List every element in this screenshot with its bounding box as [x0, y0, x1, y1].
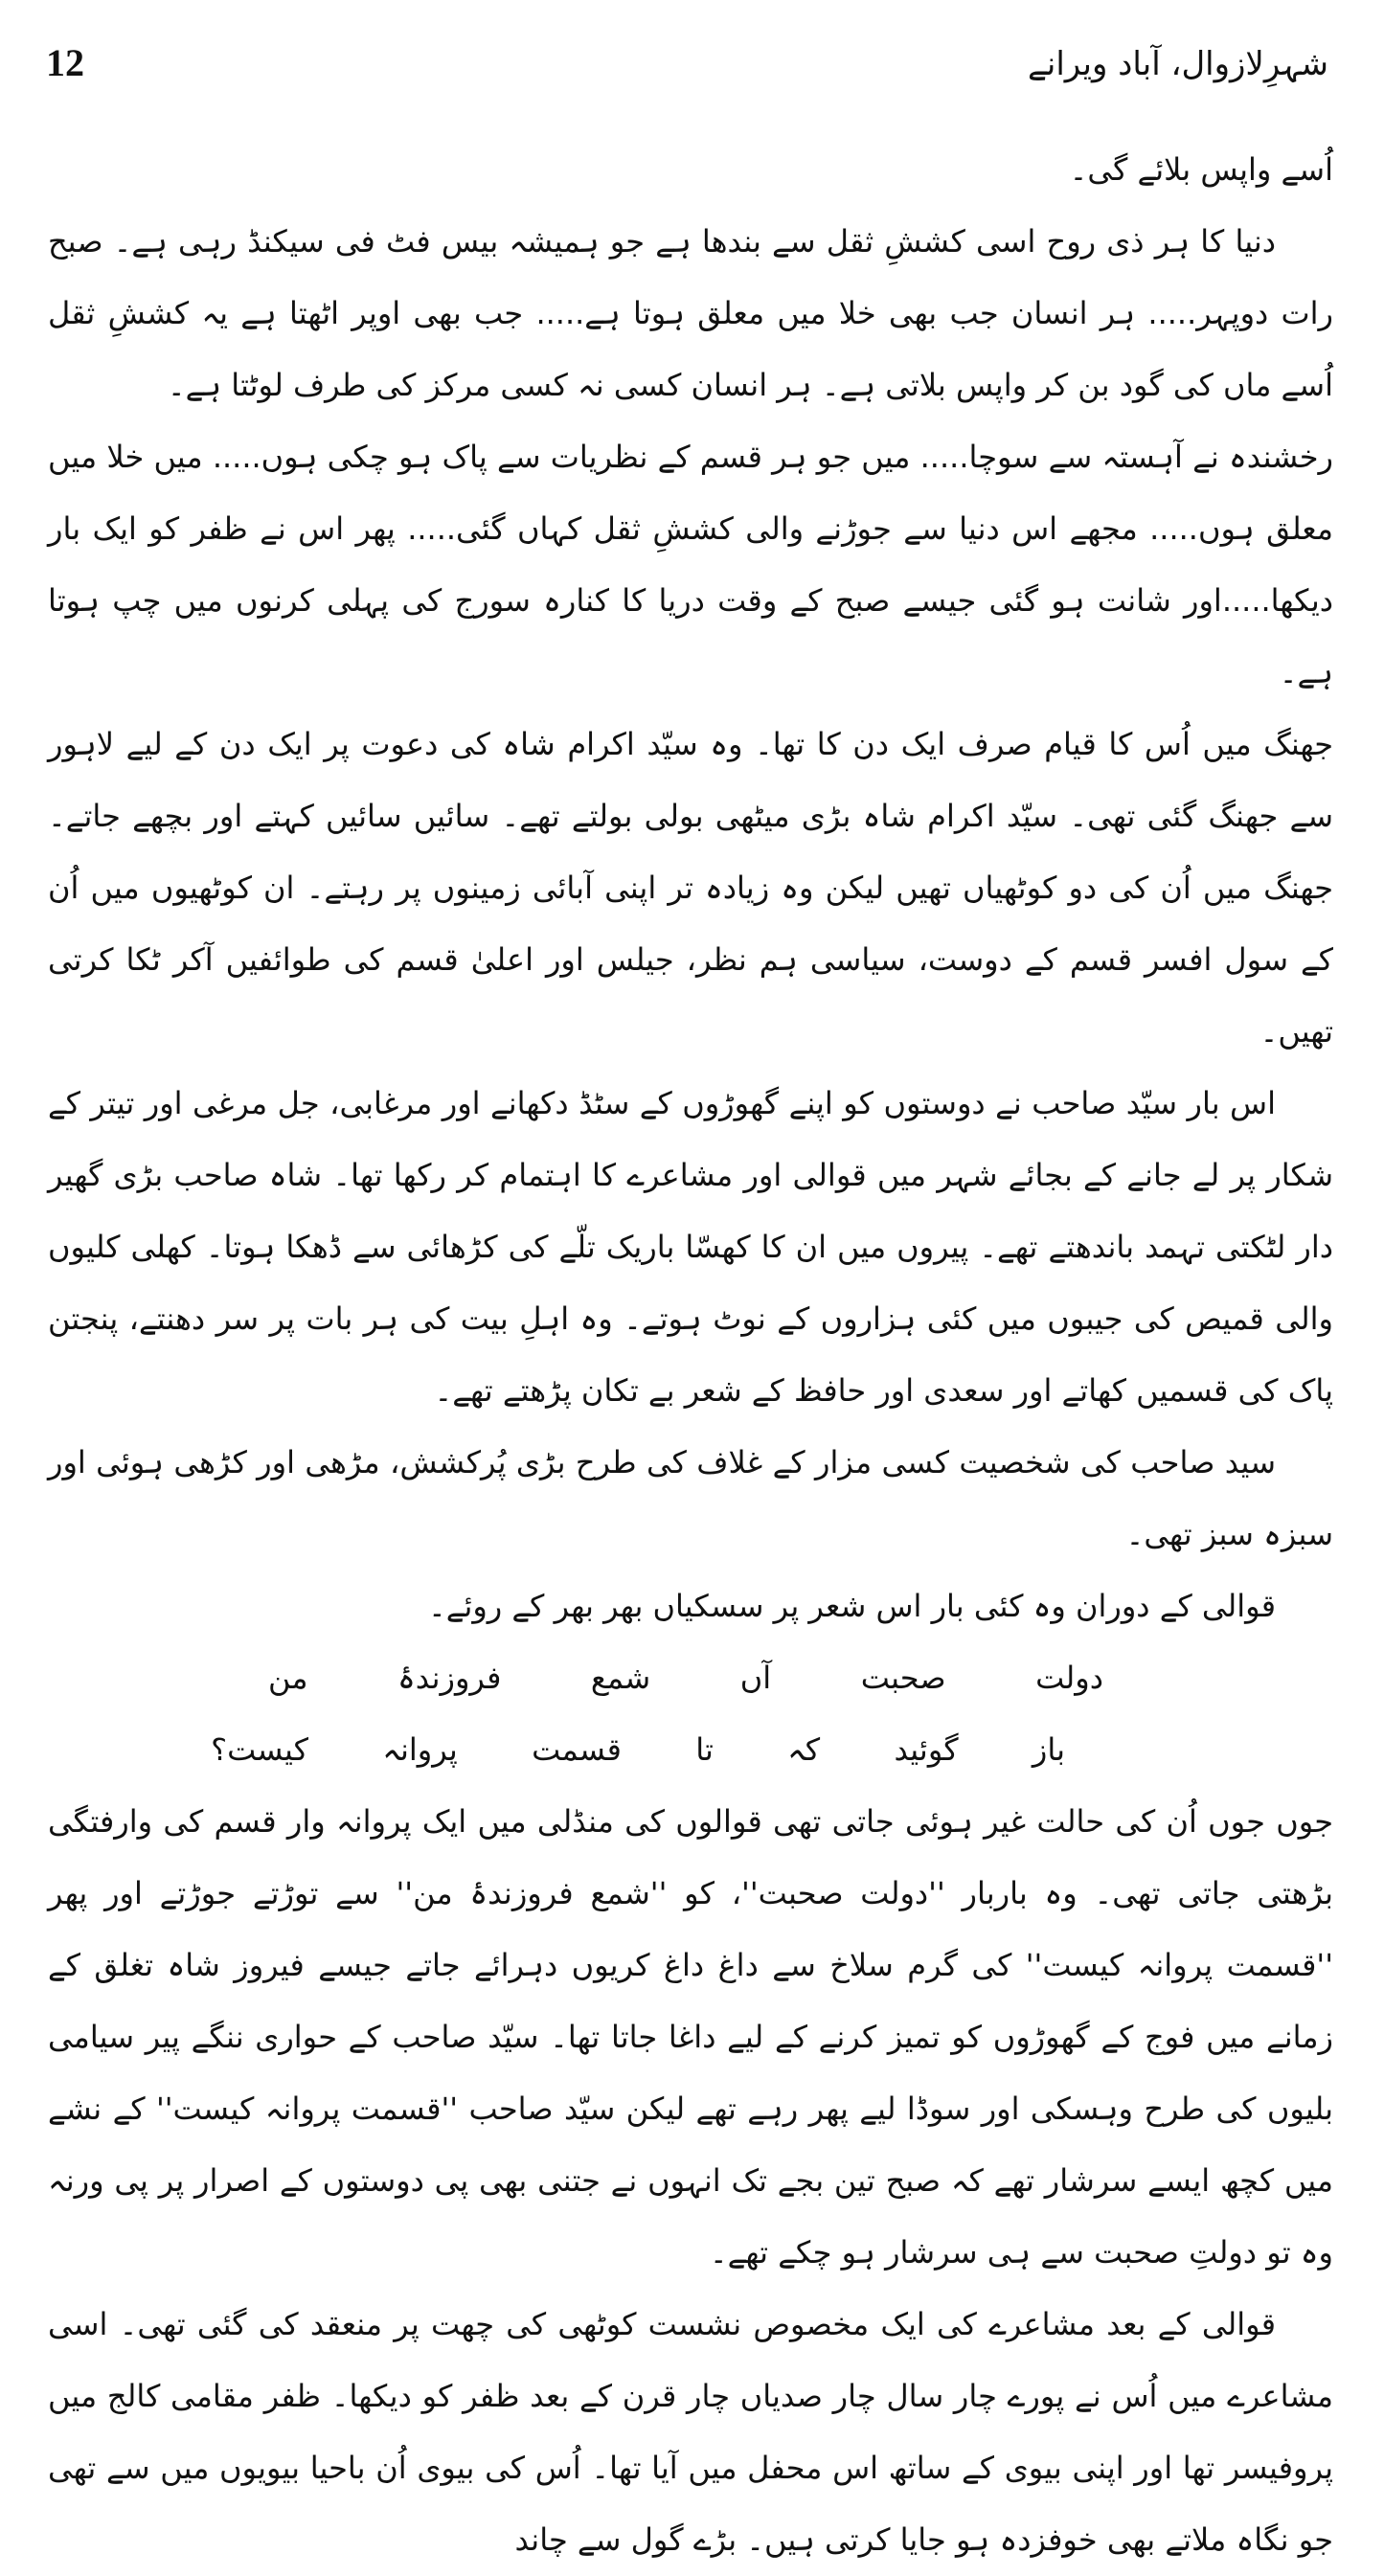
paragraph-6: سید صاحب کی شخصیت کسی مزار کے غلاف کی طرح بڑی پُرکشش، مڑھی اور کڑھی ہوئی اور سبزہ سبز تھی۔ — [48, 1444, 1333, 1552]
verse-word: شمع — [590, 1660, 651, 1696]
verse-word: آں — [739, 1660, 772, 1696]
verse-word: صحبت — [860, 1660, 946, 1696]
verse-word: کیست؟ — [211, 1731, 308, 1768]
paragraph-1: اُسے واپس بلائے گی۔ — [1069, 151, 1333, 188]
running-title: شہرِلازوال، آباد ویرانے — [1027, 45, 1328, 83]
verse-word: من — [268, 1660, 308, 1696]
verse-word: تا — [695, 1731, 714, 1768]
verse-word: باز — [1032, 1731, 1065, 1768]
verse-line-2 — [211, 1714, 1065, 1786]
page-number: 12 — [46, 41, 84, 84]
verse-word: فروزندۂ — [397, 1660, 502, 1696]
paragraph-4: جھنگ میں اُس کا قیام صرف ایک دن کا تھا۔ وہ سیّد اکرام شاہ کی دعوت پر ایک دن کے لیے لاہور سے جھنگ گئی تھی۔ سیّد اکرام شاہ بڑی میٹھی بولی بولتے تھے۔ سائیں سائیں کہتے اور بچھے جاتے۔ جھنگ میں اُن کی دو کوٹھیاں تھیں لیکن وہ زیادہ تر اپنی آبائی زمینوں پر رہتے۔ ان کوٹھیوں میں اُن کے سول افسر قسم کے دوست، سیاسی ہم نظر، جیلس اور اعلیٰ قسم کی طوائفیں آکر ٹکا کرتی تھیں۔ — [48, 726, 1333, 1050]
verse-word: دولت — [1035, 1660, 1103, 1696]
paragraph-3: رخشندہ نے آہستہ سے سوچا..... میں جو ہر قسم کے نظریات سے پاک ہو چکی ہوں..... میں خلا میں معلق ہوں..... مجھے اس دنیا سے جوڑنے والی کششِ ثقل کہاں گئی..... پھر اس نے ظفر کو ایک بار دیکھا.....اور شانت ہو گئی جیسے صبح کے وقت دریا کا کنارہ سورج کی پہلی کرنوں میں چپ ہوتا ہے۔ — [48, 439, 1334, 690]
paragraph-8: جوں جوں اُن کی حالت غیر ہوئی جاتی تھی قوالوں کی منڈلی میں ایک پروانہ وار قسم کی وارفتگی بڑھتی جاتی تھی۔ وہ باربار ''دولت صحبت''، کو ''شمع فروزندۂ من'' سے توڑتے جوڑتے اور پھر ''قسمت پروانہ کیست'' کی گرم سلاخ سے داغ داغ کریوں دہرائے جاتے جیسے فیروز شاہ تغلق کے زمانے میں فوج کے گھوڑوں کو تمیز کرنے کے لیے داغا جاتا تھا۔ سیّد صاحب کے حواری ننگے پیر سیامی بلیوں کی طرح وہسکی اور سوڈا لیے پھر رہے تھے لیکن سیّد صاحب ''قسمت پروانہ کیست'' کے نشے میں کچھ ایسے سرشار تھے کہ صبح تین بجے تک انہوں نے جتنی بھی پی دوستوں کے اصرار پر پی ورنہ وہ تو دولتِ صحبت سے ہی سرشار ہو چکے تھے۔ — [48, 1803, 1333, 2271]
verse-line-1 — [268, 1642, 1103, 1714]
paragraph-9: قوالی کے بعد مشاعرے کی ایک مخصوص نشست کوٹھی کی چھت پر منعقد کی گئی تھی۔ اسی مشاعرے میں اُس نے پورے چار سال چار صدیاں چار قرن کے بعد ظفر کو دیکھا۔ ظفر مقامی کالج میں پروفیسر تھا اور اپنی بیوی کے ساتھ اس محفل میں آیا تھا۔ اُس کی بیوی اُن باحیا بیویوں میں سے تھی جو نگاہ ملاتے بھی خوفزدہ ہو جایا کرتی ہیں۔ بڑے گول سے چاند — [48, 2306, 1333, 2558]
paragraph-2: دنیا کا ہر ذی روح اسی کششِ ثقل سے بندھا ہے جو ہمیشہ بیس فٹ فی سیکنڈ رہی ہے۔ صبح رات دوپہر..... ہر انسان جب بھی خلا میں معلق ہوتا ہے..... جب بھی اوپر اٹھتا ہے یہ کششِ ثقل اُسے ماں کی گود بن کر واپس بلاتی ہے۔ ہر انسان کسی نہ کسی مرکز کی طرف لوٹتا ہے۔ — [48, 223, 1333, 403]
paragraph-7: قوالی کے دوران وہ کئی بار اس شعر پر سسکیاں بھر بھر کے روئے۔ — [427, 1588, 1276, 1624]
verse-word: کہ — [787, 1731, 821, 1768]
verse-word: پروانہ — [382, 1731, 458, 1768]
page-body — [48, 134, 1333, 2576]
paragraph-5: اس بار سیّد صاحب نے دوستوں کو اپنے گھوڑوں کے سٹڈ دکھانے اور مرغابی، جل مرغی اور تیتر کے شکار پر لے جانے کے بجائے شہر میں قوالی اور مشاعرے کا اہتمام کر رکھا تھا۔ شاہ صاحب بڑی گھیر دار لٹکتی تہمد باندھتے تھے۔ پیروں میں ان کا کھسّا باریک تلّے کی کڑھائی سے ڈھکا ہوتا۔ کھلی کلیوں والی قمیص کی جیبوں میں کئی ہزاروں کے نوٹ ہوتے۔ وہ اہلِ بیت کی ہر بات پر سر دھنتے، پنجتن پاک کی قسمیں کھاتے اور سعدی اور حافظ کے شعر بے تکان پڑھتے تھے۔ — [48, 1085, 1333, 1409]
verse-word: قسمت — [532, 1731, 622, 1768]
verse-word: گوئید — [894, 1731, 959, 1768]
